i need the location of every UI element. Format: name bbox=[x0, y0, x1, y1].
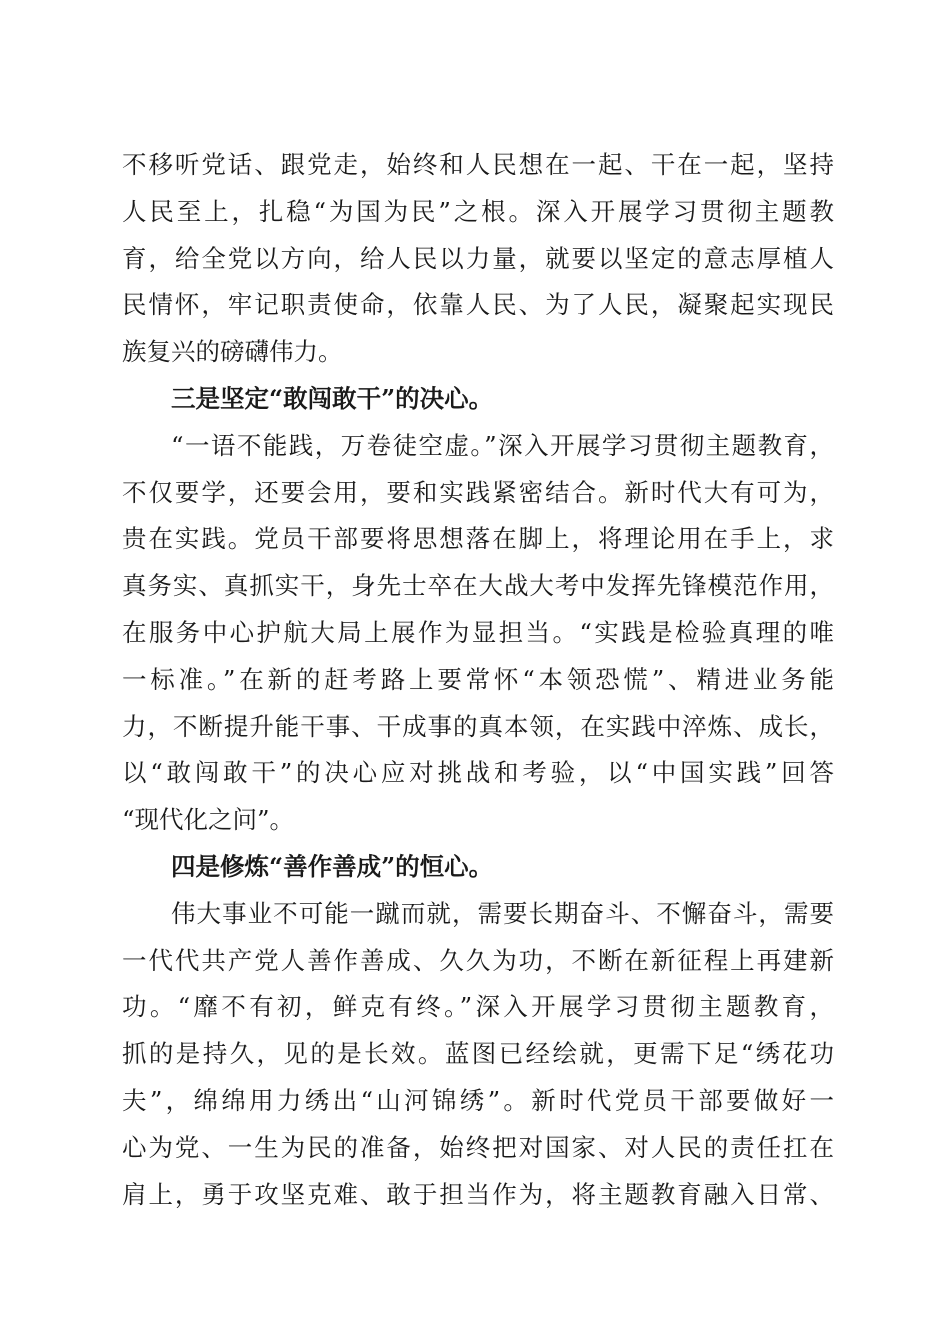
text-line: “现代化之问”。 bbox=[122, 805, 295, 835]
text-line: 夫”，绵绵用力绣出“山河锦绣”。新时代党员干部要做好一 bbox=[122, 1085, 834, 1115]
document-body bbox=[122, 142, 834, 1218]
paragraph-3 bbox=[122, 891, 834, 1219]
text-line: 一代代共产党人善作善成、久久为功，不断在新征程上再建新 bbox=[122, 945, 834, 975]
text-line: 在服务中心护航大局上展作为显担当。“实践是检验真理的唯 bbox=[122, 617, 834, 647]
section-heading-3 bbox=[122, 376, 834, 423]
text-line: 民情怀，牢记职责使命，依靠人民、为了人民，凝聚起实现民 bbox=[122, 290, 834, 320]
text-line: 不仅要学，还要会用，要和实践紧密结合。新时代大有可为， bbox=[122, 477, 834, 507]
text-line: “一语不能践，万卷徒空虚。”深入开展学习贯彻主题教育， bbox=[171, 430, 834, 460]
text-line: 不移听党话、跟党走，始终和人民想在一起、干在一起，坚持 bbox=[122, 150, 834, 179]
section-heading-4 bbox=[122, 844, 834, 891]
text-line: 贵在实践。党员干部要将思想落在脚上，将理论用在手上，求 bbox=[122, 524, 834, 554]
text-line: 以“敢闯敢干”的决心应对挑战和考验，以“中国实践”回答 bbox=[122, 758, 834, 788]
text-line: 人民至上，扎稳“为国为民”之根。深入开展学习贯彻主题教 bbox=[122, 196, 834, 226]
text-line: 育，给全党以方向，给人民以力量，就要以坚定的意志厚植人 bbox=[122, 243, 834, 273]
heading-line: 四是修炼“善作善成”的恒心。 bbox=[171, 851, 494, 881]
text-line: 心为党、一生为民的准备，始终把对国家、对人民的责任扛在 bbox=[122, 1132, 834, 1162]
paragraph-2 bbox=[122, 423, 834, 844]
text-line: 真务实、真抓实干，身先士卒在大战大考中发挥先锋模范作用， bbox=[122, 571, 834, 601]
text-line: 肩上，勇于攻坚克难、敢于担当作为，将主题教育融入日常、 bbox=[122, 1179, 834, 1209]
text-line: 族复兴的磅礴伟力。 bbox=[122, 337, 343, 367]
text-line: 抓的是持久，见的是长效。蓝图已经绘就，更需下足“绣花功 bbox=[122, 1039, 834, 1069]
text-line: 力，不断提升能干事、干成事的真本领，在实践中淬炼、成长， bbox=[122, 711, 834, 741]
text-line: 一标准。”在新的赶考路上要常怀“本领恐慌”、精进业务能 bbox=[122, 664, 834, 694]
heading-line: 三是坚定“敢闯敢干”的决心。 bbox=[171, 383, 494, 413]
text-line: 伟大事业不可能一蹴而就，需要长期奋斗、不懈奋斗，需要 bbox=[171, 898, 834, 928]
paragraph-1 bbox=[122, 142, 834, 376]
text-line: 功。“靡不有初，鲜克有终。”深入开展学习贯彻主题教育， bbox=[122, 992, 834, 1022]
